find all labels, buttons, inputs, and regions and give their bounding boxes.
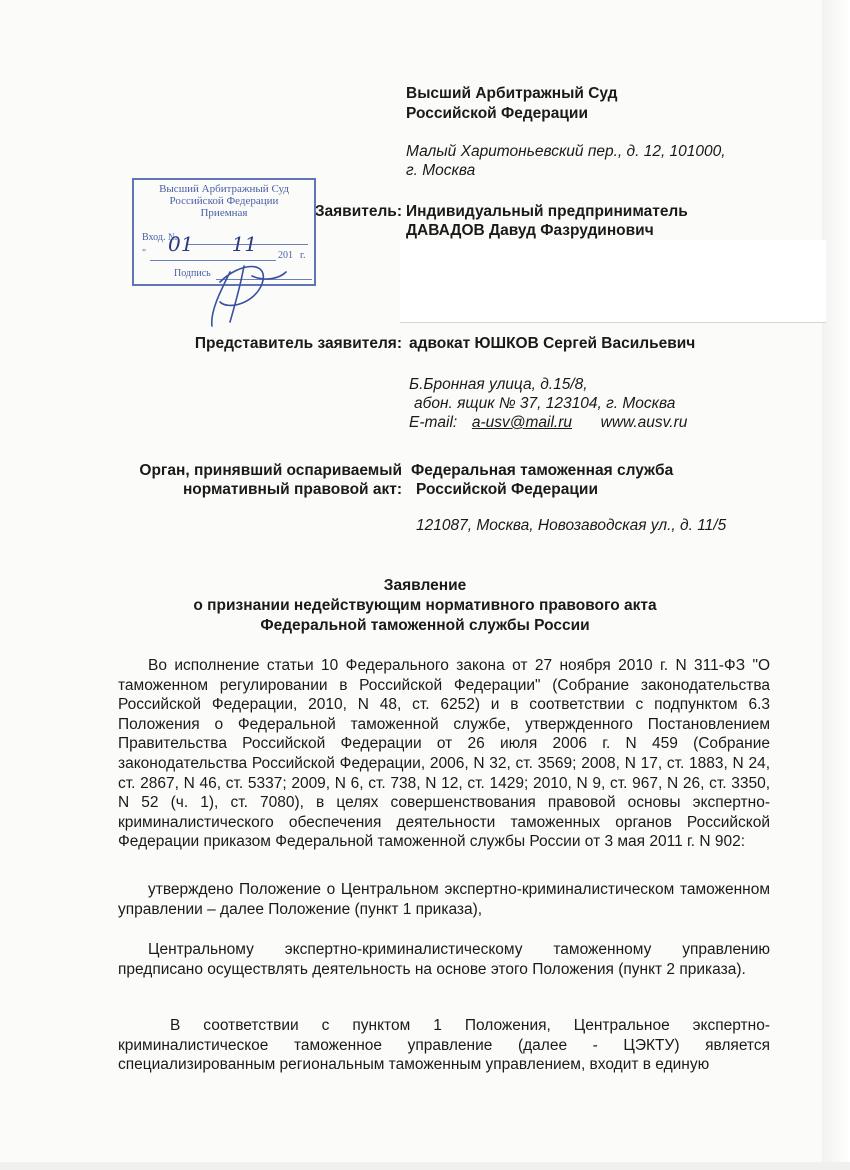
representative-address-line1: Б.Бронная улица, д.15/8, <box>409 376 588 393</box>
website-link[interactable]: www.ausv.ru <box>600 414 688 431</box>
court-name-line1: Высший Арбитражный Суд <box>406 85 618 102</box>
page-bottom-edge <box>0 1162 850 1170</box>
court-address-line2: г. Москва <box>406 162 476 179</box>
body-paragraph-3: Центральному экспертно-криминалистическому таможенному управлению предписано осуществлять деятельность на основе этого Положения (пункт 2 приказа). <box>118 941 770 978</box>
court-name-line2: Российской Федерации <box>406 105 588 122</box>
stamp-line2: Российской Федерации <box>169 195 279 207</box>
stamp-entry-date: 01 11 <box>168 232 258 256</box>
stamp-entry-label: Вход. № <box>142 232 178 243</box>
body-paragraph-1: Во исполнение статьи 10 Федерального закона от 27 ноября 2010 г. N 311-ФЗ "О таможенном регулировании в Российской Федерации" (Собрание законодательства Российской Федерации, 2010, N 48, ст. 6252) и в соответствии с подпунктом 6.3 Положения о Федеральной таможенной службе, утвержденного Постановлением Правительства Российской Федерации от 26 июля 2006 г. N 459 (Собрание законодательства Российской Федерации, 2006, N 32, ст. 3569; 2008, N 17, ст. 1883, N 24, ст. 2867, N 46, ст. 5337; 2009, N 6, ст. 738, N 12, ст. 1429; 2010, N 9, ст. 967, N 26, ст. 3350, N 52 (ч. 1), ст. 7080), в целях совершенствования правовой основы экспертно-криминалистического обеспечения деятельности таможенных органов Российской Федерации приказом Федеральной таможенной службы России от 3 мая 2011 г. N 902: <box>118 657 770 851</box>
stamp-signature-label: Подпись <box>174 268 211 279</box>
representative-name: адвокат ЮШКОВ Сергей Васильевич <box>409 335 696 352</box>
applicant-line1: Индивидуальный предприниматель <box>406 203 688 220</box>
redacted-area <box>400 240 826 323</box>
body-paragraph-4: В соответствии с пунктом 1 Положения, Центральное экспертно-криминалистическое таможенное управление (далее - ЦЭКТУ) является специализированным региональным таможенным управлением, входит в единую <box>118 1017 770 1074</box>
email-label: E-mail: <box>409 414 458 431</box>
authority-label-line2: нормативный правовой акт: <box>182 481 402 498</box>
authority-name-line1: Федеральная таможенная служба <box>411 462 674 479</box>
document-title: Заявление <box>383 577 467 594</box>
authority-label-line1: Орган, принявший оспариваемый <box>139 462 402 479</box>
representative-contacts <box>409 413 687 432</box>
document-subtitle-line1: о признании недействующим нормативного правового акта <box>193 597 657 614</box>
applicant-label: Заявитель: <box>314 203 402 220</box>
court-address-line1: Малый Харитоньевский пер., д. 12, 101000, <box>406 143 726 160</box>
representative-label: Представитель заявителя: <box>194 335 402 352</box>
document-subtitle-line2: Федеральной таможенной службы России <box>260 617 590 634</box>
email-link[interactable]: a-usv@mail.ru <box>471 414 573 431</box>
representative-address-line2: абон. ящик № 37, 123104, г. Москва <box>414 395 676 412</box>
stamp-year-suffix: г. <box>300 250 306 261</box>
stamp-signature <box>200 252 290 332</box>
body-paragraph-2: утверждено Положение о Центральном экспертно-криминалистическом таможенном управлении – далее Положение (пункт 1 приказа), <box>118 881 770 918</box>
authority-name-line2: Российской Федерации <box>416 481 598 498</box>
stamp-year: 201 <box>278 250 293 261</box>
authority-address: 121087, Москва, Новозаводская ул., д. 11/5 <box>416 517 727 534</box>
stamp-line1: Высший Арбитражный Суд <box>159 183 289 195</box>
court-reception-stamp: Высший Арбитражный Суд Российской Федерации Приемная Вход. № " 201 г. Подпись <box>132 178 316 286</box>
applicant-line2: ДАВАДОВ Давуд Фазрудинович <box>406 222 654 239</box>
stamp-line3: Приемная <box>200 207 248 219</box>
